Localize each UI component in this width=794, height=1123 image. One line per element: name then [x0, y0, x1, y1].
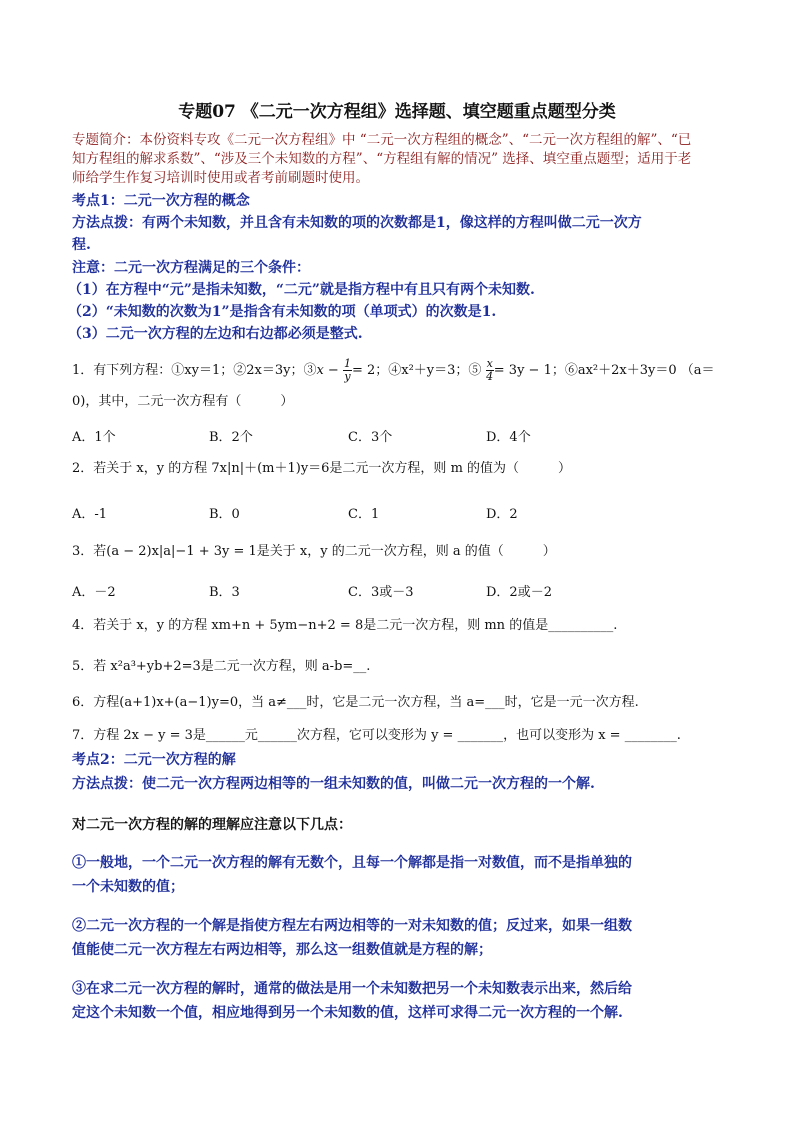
q1-eq3-4-5: = 2；④x²＋y＝3；⑤ — [351, 363, 482, 378]
q1-eq5-denominator: 4 — [486, 370, 494, 383]
q1-eq3-fraction — [343, 358, 352, 383]
q3-option-a: A．－2 — [72, 585, 116, 600]
kp2-point-1-line-2: 一个未知数的值； — [72, 879, 184, 895]
q2-option-c: C．1 — [348, 507, 380, 522]
q1-eq-1-2: ①xy＝1；②2x＝3y；③ — [171, 363, 317, 378]
question-1 — [72, 358, 734, 383]
kp2-point-2-line-1: ②二元一次方程的一个解是指使方程左右两边相等的一对未知数的值；反过来，如果一组数 — [72, 918, 632, 934]
kp1-heading: 考点1：二元一次方程的概念 — [72, 193, 250, 209]
q3-option-b: B．3 — [209, 585, 240, 600]
q3-option-c: C．3或－3 — [348, 585, 414, 600]
q2-option-b: B．0 — [209, 507, 240, 522]
question-5: 5．若 x²a³+yb+2=3是二元一次方程，则 a-b=__. — [72, 659, 371, 674]
kp1-note-3: （3）二元一次方程的左边和右边都必须是整式. — [68, 326, 363, 342]
kp2-point-3-line-2: 定这个未知数一个值，相应地得到另一个未知数的值，这样可求得二元一次方程的一个解. — [72, 1005, 623, 1021]
question-7: 7．方程 2x − y = 3是______元______次方程，它可以变形为 y = _______，也可以变形为 x = ________. — [72, 728, 681, 743]
q1-eq3-numerator: 1 — [343, 357, 351, 370]
question-4: 4．若关于 x，y 的方程 xm+n + 5ym−n+2 = 8是二元一次方程，则 mn 的值是__________. — [72, 618, 618, 633]
intro-line-2: 知方程组的解求系数”、“涉及三个未知数的方程”、“方程组有解的情况” 选择、填空重点题型；适用于老 — [72, 151, 692, 167]
intro-line-3: 师给学生作复习培训时使用或者考前刷题时使用。 — [72, 170, 369, 186]
q1-eq5-6: = 3y − 1；⑥ax²＋2x＋3y＝0 （a＝ — [493, 363, 715, 378]
kp1-note-title: 注意：二元一次方程满足的三个条件： — [72, 260, 310, 276]
kp2-point-3-line-1: ③在求二元一次方程的解时，通常的做法是用一个未知数把另一个未知数表示出来，然后给 — [72, 981, 632, 997]
kp1-note-1: （1）在方程中“元”是指未知数，“二元”就是指方程中有且只有两个未知数. — [68, 282, 535, 298]
q1-eq5-fraction — [486, 358, 494, 383]
q1-option-d: D．4个 — [486, 430, 531, 445]
question-3: 3．若(a − 2)x|a|−1 + 3y = 1是关于 x，y 的二元一次方程，则 a 的值（ ） — [72, 544, 556, 559]
q3-option-d: D．2或－2 — [486, 585, 552, 600]
q1-eq3-pre: x − — [316, 363, 339, 378]
question-2: 2．若关于 x，y 的方程 7x|n|＋(m＋1)y＝6是二元一次方程，则 m 的值为（ ） — [72, 461, 572, 476]
q1-line-2: 0)，其中，二元一次方程有（ ） — [72, 394, 294, 409]
q1-lead: 1．有下列方程： — [72, 363, 172, 378]
q1-option-a: A．1个 — [72, 430, 116, 445]
kp1-method-2: 程. — [72, 237, 91, 253]
q1-eq3-denominator: y — [344, 370, 351, 383]
page-title: 专题07 《二元一次方程组》选择题、填空题重点题型分类 — [178, 102, 616, 122]
kp1-note-2: （2）“未知数的次数为1”是指含有未知数的项（单项式）的次数是1. — [68, 304, 497, 320]
q2-option-d: D．2 — [486, 507, 518, 522]
kp2-point-2-line-2: 值能使二元一次方程左右两边相等，那么这一组数值就是方程的解； — [72, 942, 492, 958]
kp2-heading: 考点2：二元一次方程的解 — [72, 752, 236, 768]
kp2-lead: 对二元一次方程的解的理解应注意以下几点： — [72, 817, 352, 833]
kp2-method: 方法点拨：使二元一次方程两边相等的一组未知数的值，叫做二元一次方程的一个解. — [72, 776, 595, 792]
intro-line-1: 专题简介：本份资料专攻《二元一次方程组》中 “二元一次方程组的概念”、“二元一次方程组的解”、“已 — [72, 132, 692, 148]
kp2-point-1-line-1: ①一般地，一个二元一次方程的解有无数个，且每一个解都是指一对数值，而不是指单独的 — [72, 855, 632, 871]
q1-option-c: C．3个 — [348, 430, 393, 445]
q1-eq5-numerator: x — [486, 357, 493, 370]
q1-option-b: B．2个 — [209, 430, 253, 445]
question-6: 6．方程(a+1)x+(a−1)y=0，当 a≠___时，它是二元一次方程，当 a=___时，它是一元一次方程. — [72, 695, 639, 710]
q2-option-a: A．-1 — [72, 507, 108, 522]
kp1-method-1: 方法点拨：有两个未知数，并且含有未知数的项的次数都是1，像这样的方程叫做二元一次方 — [72, 215, 642, 231]
